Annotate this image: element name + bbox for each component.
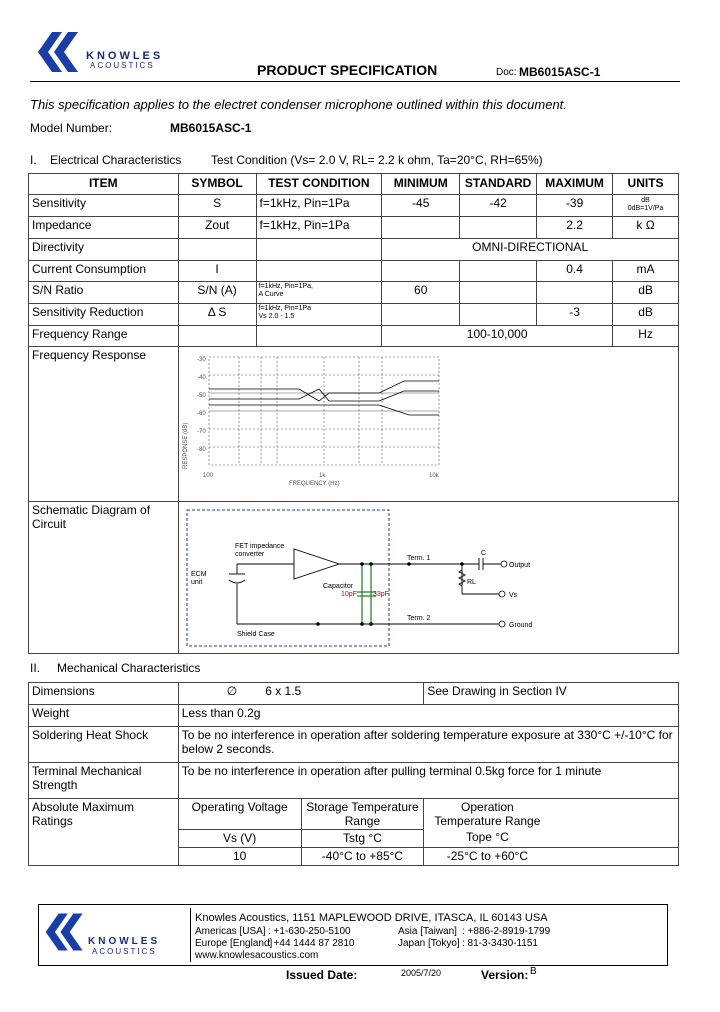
std-cell [460,282,537,304]
item-cell: Absolute Maximum Ratings [29,799,179,866]
term1-label: Term. 1 [406,555,430,562]
table-row [29,261,679,282]
rating-header: Operating Voltage [178,799,301,830]
y-tick: -60 [196,411,206,417]
note-cell: See Drawing in Section IV [424,683,679,705]
issued-date-label: Issued Date: [286,968,358,982]
footer-logo [42,910,190,960]
condition-cell [256,304,382,326]
value-cell: Less than 0.2g [178,705,678,727]
output-label: Output [508,562,530,569]
units-cell: dB [613,282,679,304]
diameter-icon: ∅ [226,684,238,698]
footer-divider [190,908,191,962]
col-header: TEST CONDITION [256,174,382,195]
cap-value-1: 10pF [340,591,357,598]
condition-cell [256,326,382,347]
item-cell: Frequency Range [29,326,179,347]
item-cell: Soldering Heat Shock [29,727,179,763]
col-header: SYMBOL [178,174,256,195]
c-label: C [480,550,486,557]
section-heading: Electrical Characteristics [50,153,182,167]
freq-chart-cell [178,347,678,502]
table-row [29,304,679,326]
electrical-table [28,173,679,654]
col-header: STANDARD [460,174,537,195]
table-row [29,347,679,502]
condition-cell: f=1kHz, Pin=1Pa [256,217,382,239]
knowles-logo [34,30,184,74]
units-cell: k Ω [613,217,679,239]
units-cell [613,195,679,217]
logo-text-acoustics: ACOUSTICS [90,61,155,70]
condition-cell [256,261,382,282]
condition-text-2: Vs 2.0 - 1.5 [258,313,295,320]
y-tick: -50 [196,393,206,399]
max-cell: 0.4 [537,261,613,282]
logo-text-acoustics: ACOUSTICS [92,947,157,956]
condition-text-2: A Curve [258,291,284,298]
table-row [29,705,679,727]
item-cell: Impedance [29,217,179,239]
y-tick: -30 [196,357,206,363]
capacitor-label: Capacitor [322,583,353,590]
model-label: Model Number: [30,121,113,135]
y-tick: -70 [196,429,206,435]
header-rule [30,81,680,82]
dimension-value: 6 x 1.5 [265,684,302,698]
logo-mark-icon [34,30,86,74]
symbol-cell: Zout [178,217,256,239]
table-row [29,195,679,217]
frequency-response-chart [179,349,479,499]
symbol-cell: I [178,261,256,282]
value-cell: To be no interference in operation after pulling terminal 0.5kg force for 1 minute [178,763,678,799]
units-cell: Hz [613,326,679,347]
condition-cell [256,239,382,261]
ground-label: Ground [508,622,532,629]
span-value-cell: OMNI-DIRECTIONAL [382,239,679,261]
max-cell: -39 [537,195,613,217]
symbol-cell: S [178,195,256,217]
mechanical-table [28,682,679,866]
item-cell: Terminal Mechanical Strength [29,763,179,799]
table-row [29,326,679,347]
footer-japan-label: Japan [Tokyo] [398,938,460,949]
doc-number: MB6015ASC-1 [519,65,601,79]
term2-label: Term. 2 [406,615,430,622]
condition-cell [256,282,382,304]
std-cell: -42 [460,195,537,217]
y-axis-label: RESPONSE (dB) [182,422,189,469]
value-cell [178,683,424,705]
footer-europe-label: Europe [England] [195,938,273,949]
symbol-cell [178,326,256,347]
std-cell [460,261,537,282]
item-cell: Sensitivity [29,195,179,217]
x-axis-label: FREQUENCY (Hz) [288,481,340,487]
col-header: UNITS [613,174,679,195]
logo-mark-icon [42,910,90,954]
logo-text-knowles: KNOWLES [86,50,164,62]
table-row [29,683,679,705]
min-cell: -45 [382,195,460,217]
section-number: I. [30,153,37,167]
model-value: MB6015ASC-1 [170,121,252,135]
min-cell [382,304,460,326]
intro-text: This specification applies to the electret condenser microphone outlined within this document. [30,97,567,112]
version-label: Version: [481,968,529,982]
units-cell: mA [613,261,679,282]
table-row [29,217,679,239]
rating-value: 10 [178,848,301,866]
max-cell [537,282,613,304]
units-cell: dB [613,304,679,326]
rating-header [424,799,679,848]
rating-value [424,848,679,866]
item-cell: Directivity [29,239,179,261]
rating-symbol: Vs (V) [178,830,301,848]
version-value: B [530,966,537,977]
rating-header: Storage Temperature Range [301,799,424,830]
item-cell: Frequency Response [29,347,179,502]
item-cell: Schematic Diagram of Circuit [29,502,179,654]
min-cell [382,261,460,282]
units-note: 0dB=1V/Pa [627,205,664,212]
std-cell [460,217,537,239]
section-heading: Mechanical Characteristics [57,661,201,675]
issued-date-value: 2005/7/20 [401,968,442,978]
rl-label: RL [466,579,476,586]
y-tick: -40 [196,375,206,381]
span-value-cell: 100-10,000 [382,326,613,347]
cap-value-2: 33pF [372,591,389,598]
ecm-label: ECM [190,571,207,578]
table-row [29,799,679,830]
fet-label: FET impedance [234,543,284,550]
item-cell: Sensitivity Reduction [29,304,179,326]
vs-label: Vs [508,592,517,599]
footer-asia-label: Asia [Taiwan] [398,926,457,937]
rating-symbol: Tope °C [465,830,509,844]
doc-label: Doc: [496,67,517,78]
col-header: MINIMUM [382,174,460,195]
item-cell: Weight [29,705,179,727]
table-header-row [29,174,679,195]
value-cell: To be no interference in operation after soldering temperature exposure at 330°C +/-10°C for below 2 seconds. [178,727,678,763]
y-tick: -80 [196,447,206,453]
footer-americas-phone: : +1-630-250-5100 [268,926,351,937]
footer-asia-phone: : +886-2-8919-1799 [462,926,551,937]
page-title: PRODUCT SPECIFICATION [257,62,438,78]
col-header: MAXIMUM [537,174,613,195]
condition-cell: f=1kHz, Pin=1Pa [256,195,382,217]
x-tick: 10k [428,473,439,479]
symbol-cell [178,239,256,261]
schematic-cell [178,502,678,654]
condition-text: f=1kHz, Pin=1Pa [258,305,312,312]
shield-label: Shield Case [236,631,275,638]
table-row [29,763,679,799]
rating-header-text: Operation Temperature Range [434,800,541,828]
std-cell [460,304,537,326]
table-row [29,239,679,261]
table-row [29,502,679,654]
footer-web-link[interactable]: www.knowlesacoustics.com [195,950,319,961]
min-cell [382,217,460,239]
x-tick: 1k [318,473,325,479]
max-cell: -3 [537,304,613,326]
rating-value: -40°C to +85°C [301,848,424,866]
rating-symbol: Tstg °C [301,830,424,848]
condition-text: f=1kHz, Pin=1Pa, [258,283,313,290]
symbol-cell: Δ S [178,304,256,326]
max-cell: 2.2 [537,217,613,239]
col-header: ITEM [29,174,179,195]
logo-text-knowles: KNOWLES [88,936,161,947]
min-cell: 60 [382,282,460,304]
item-cell: S/N Ratio [29,282,179,304]
ecm-label-2: unit [190,579,202,586]
circuit-schematic-diagram [179,504,559,652]
units-text: dB [641,197,650,204]
footer-company: Knowles Acoustics, 1151 MAPLEWOOD DRIVE, ITASCA, IL 60143 USA [195,912,548,924]
rating-value-text: -25°C to +60°C [446,849,529,863]
table-row [29,282,679,304]
footer-europe-phone: : +44 1444 87 2810 [268,938,355,949]
footer-americas-label: Americas [USA] [195,926,266,937]
footer-japan-phone: : 81-3-3430-1151 [462,938,538,949]
table-row [29,727,679,763]
item-cell: Dimensions [29,683,179,705]
symbol-cell: S/N (A) [178,282,256,304]
fet-label-2: converter [234,551,264,558]
section-number: II. [30,661,41,675]
test-condition: Test Condition (Vs= 2.0 V, RL= 2.2 k ohm, Ta=20°C, RH=65%) [211,153,543,167]
x-tick: 100 [202,473,213,479]
item-cell: Current Consumption [29,261,179,282]
